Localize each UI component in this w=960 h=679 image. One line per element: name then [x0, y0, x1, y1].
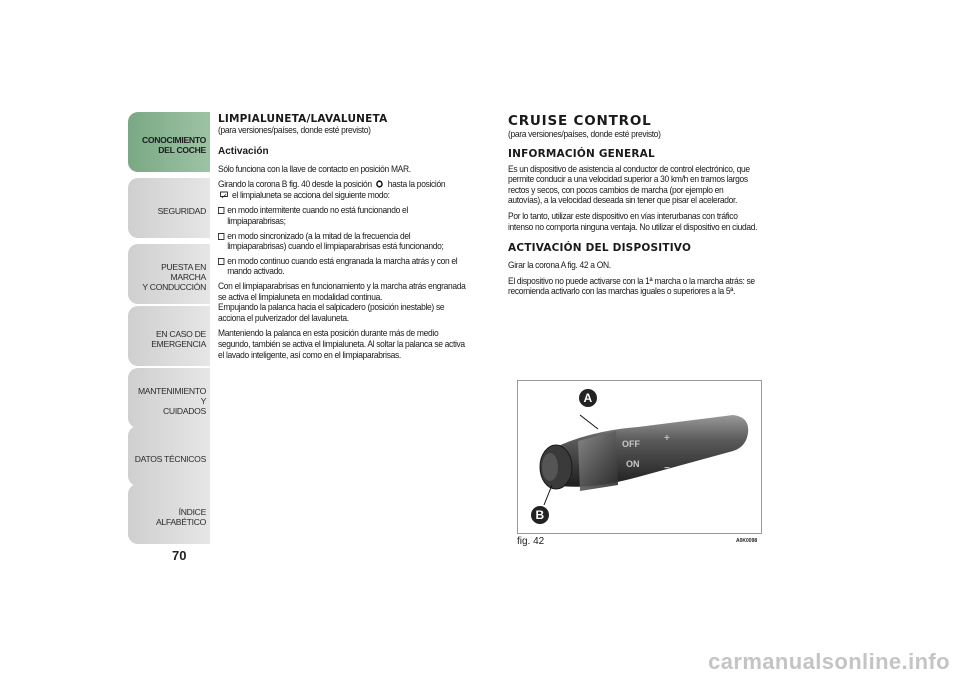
leader-line-b — [544, 485, 552, 505]
page-number: 70 — [172, 548, 187, 563]
figure-42 — [517, 380, 762, 534]
tab-en-caso-de-emergencia[interactable]: EN CASO DE EMERGENCIA — [128, 306, 210, 366]
paragraph: El dispositivo no puede activarse con la 1ª marcha o la marcha atrás: se recomienda activarlo con las marchas iguales o superiores a la 5ª. — [508, 275, 755, 297]
activation-title: Activación — [218, 145, 269, 157]
tab-conocimiento-del-coche[interactable]: CONOCIMIENTO DEL COCHE — [128, 112, 210, 172]
section-heading-cruise-control: CRUISE CONTROL — [508, 113, 652, 129]
paragraph-position: Girando la corona B fig. 40 desde la posición hasta la posición el limpialuneta se acciona del siguiente modo: — [218, 179, 446, 200]
tab-indice-alfabetico[interactable]: ÍNDICE ALFABÉTICO — [128, 484, 210, 544]
callout-a-label: A — [583, 391, 593, 405]
paragraph: Sólo funciona con la llave de contacto en posición MAR. — [218, 163, 411, 174]
callout-b-label: B — [535, 508, 545, 522]
paragraph: Empujando la palanca hacia el salpicadero (posición inestable) se acciona el pulverizador del lavaluneta. — [218, 302, 445, 323]
figure-code: A0K0098 — [736, 538, 758, 544]
mode-list — [218, 205, 468, 277]
leader-line-a — [580, 415, 598, 429]
figure-caption: fig. 42 — [517, 536, 545, 547]
list-item: en modo sincronizado (a la mitad de la frecuencia del limpiaparabrisas) cuando el limpiaparabrisas está funcionando; — [218, 231, 468, 252]
paragraph: Girar la corona A fig. 42 a ON. — [508, 260, 611, 271]
tab-mantenimiento[interactable]: MANTENIMIENTO Y CUIDADOS — [128, 368, 210, 428]
paragraph: Con el limpiaparabrisas en funcionamiento y la marcha atrás engranada se activa el limpialuneta en modalidad continua. — [218, 280, 466, 302]
tab-datos-tecnicos[interactable]: DATOS TÉCNICOS — [128, 426, 210, 486]
section-heading-activacion: ACTIVACIÓN DEL DISPOSITIVO — [508, 242, 692, 255]
right-column — [508, 113, 780, 297]
off-label: OFF — [622, 439, 640, 449]
plus-mark: + — [664, 433, 670, 444]
left-column — [218, 113, 490, 360]
minus-mark: − — [664, 463, 670, 474]
watermark: carmanualsonline.info — [708, 649, 950, 674]
tab-puesta-en-marcha[interactable]: PUESTA EN MARCHA Y CONDUCCIÓN — [128, 244, 210, 304]
section-heading-informacion: INFORMACIÓN GENERAL — [508, 147, 655, 160]
section-heading-limpialuneta: LIMPIALUNETA/LAVALUNETA — [218, 113, 388, 125]
tab-seguridad[interactable]: SEGURIDAD — [128, 178, 210, 238]
off-position-icon — [376, 180, 384, 188]
paragraph: Por lo tanto, utilizar este dispositivo en vías interurbanas con tráfico intenso no comporta ninguna ventaja. No utilizar el dispositivo en ciudad. — [508, 210, 758, 232]
list-item: en modo intermitente cuando no está funcionando el limpiaparabrisas; — [218, 205, 468, 226]
lever-tip — [542, 453, 558, 481]
on-label: ON — [626, 459, 640, 469]
paragraph: Es un dispositivo de asistencia al conductor de control electrónico, que permite conducir a una velocidad superior a 30 km/h en tramos largos rectos y secos, con pocos cambios de marcha (por ejemplo en autovías), a la velocidad deseada sin tener que pisar el acelerador. — [508, 163, 750, 206]
section-subheading: (para versiones/países, donde esté previsto) — [508, 129, 661, 139]
list-item: en modo continuo cuando está engranada la marcha atrás y con el mando activado. — [218, 256, 468, 277]
lever-illustration — [518, 381, 761, 533]
rear-wiper-icon — [220, 191, 228, 199]
section-subheading: (para versiones/países, donde esté previsto) — [218, 125, 371, 135]
crown-a — [578, 431, 618, 491]
paragraph: Manteniendo la palanca en esta posición durante más de medio segundo, también se activa el limpialuneta. Al soltar la palanca se activa el lavado inteligente, así como en el limpiaparabrisas. — [218, 328, 465, 360]
